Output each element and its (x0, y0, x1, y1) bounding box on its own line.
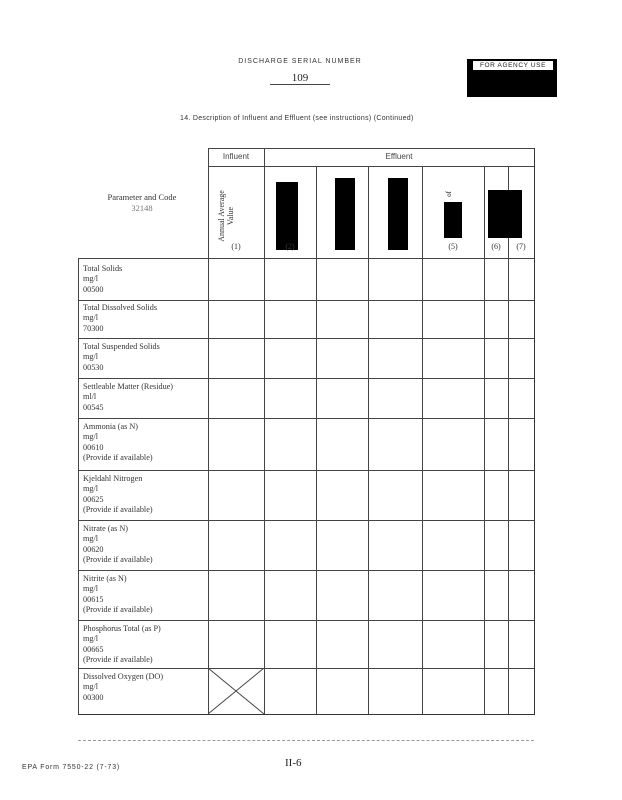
row-divider (78, 620, 534, 621)
table-row (83, 474, 153, 516)
row-unit: mg/l (83, 274, 99, 284)
row-unit: ml/l (83, 392, 97, 402)
form-number: EPA Form 7550-22 (7-73) (22, 764, 121, 771)
table-row (83, 524, 153, 566)
annual-average-line2: Value (226, 206, 235, 226)
row-note: (Provide if available) (83, 655, 153, 665)
table-row (83, 303, 157, 334)
row-name: Total Dissolved Solids (83, 303, 158, 312)
row-unit: mg/l (83, 534, 99, 544)
redacted-col6-header (488, 190, 522, 238)
table-row (83, 264, 122, 295)
row-unit: mg/l (83, 352, 99, 362)
parameter-code-number: 32148 (131, 203, 153, 213)
col-divider-1 (208, 148, 209, 714)
row-divider (78, 470, 534, 471)
parameter-code-label: Parameter and Code (107, 192, 177, 202)
page-number: II-6 (285, 757, 302, 769)
row-code: 70300 (83, 323, 104, 333)
table-row (83, 624, 161, 666)
annual-average-line1: Annual Average (217, 190, 226, 242)
row-note: (Provide if available) (83, 555, 153, 565)
page-bottom-rule (78, 740, 534, 741)
influent-header: Influent (222, 152, 250, 161)
table-row (83, 672, 163, 703)
row-code: 00615 (83, 594, 104, 604)
table-row (83, 574, 153, 616)
table-row (83, 422, 153, 464)
header-sub-border (208, 166, 534, 167)
row-divider (78, 668, 534, 669)
col-divider-2 (264, 148, 265, 714)
row-code: 00545 (83, 402, 104, 412)
row-code: 00620 (83, 544, 104, 554)
row-name: Dissolved Oxygen (DO) (83, 672, 164, 681)
row-divider (78, 520, 534, 521)
table-row (83, 382, 173, 413)
influent-effluent-table (78, 148, 535, 715)
col-num-2: (2) (285, 242, 295, 251)
col-num-7: (7) (516, 242, 526, 251)
row-divider (78, 300, 534, 301)
col-divider-3 (316, 166, 317, 714)
row-code: 00610 (83, 442, 104, 452)
redacted-col3-header (335, 178, 355, 250)
row-divider (78, 418, 534, 419)
row-note: (Provide if available) (83, 605, 153, 615)
row-code: 00625 (83, 494, 104, 504)
row-divider (78, 570, 534, 571)
discharge-serial-label: DISCHARGE SERIAL NUMBER (238, 58, 362, 65)
row-note: (Provide if available) (83, 453, 153, 463)
row-name: Total Solids (83, 264, 123, 273)
row-name: Phosphorus Total (as P) (83, 624, 161, 633)
row-name: Kjeldahl Nitrogen (83, 474, 143, 483)
row-unit: mg/l (83, 484, 99, 494)
row-note: (Provide if available) (83, 505, 153, 515)
row-code: 00500 (83, 284, 104, 294)
row-name: Nitrate (as N) (83, 524, 129, 533)
row-unit: mg/l (83, 682, 99, 692)
redacted-col2-header (276, 182, 298, 250)
row-unit: mg/l (83, 313, 99, 323)
parameter-code-header (78, 192, 206, 214)
row-unit: mg/l (83, 432, 99, 442)
table-left-border (78, 258, 79, 714)
table-row (83, 342, 160, 373)
redacted-col5-header (444, 202, 462, 238)
header-top-border (208, 148, 534, 149)
header-bottom-border (78, 258, 534, 259)
row-divider (78, 338, 534, 339)
agency-use-label: FOR AGENCY USE (472, 60, 554, 71)
row-code: 00300 (83, 692, 104, 702)
effluent-header: Effluent (385, 152, 413, 161)
row-name: Total Suspended Solids (83, 342, 160, 351)
col-divider-4 (368, 166, 369, 714)
col5-partial-text: of (444, 191, 453, 197)
row-unit: mg/l (83, 634, 99, 644)
redacted-col4-header (388, 178, 408, 250)
discharge-serial-value: 109 (270, 72, 330, 85)
row-unit: mg/l (83, 584, 99, 594)
row-name: Nitrite (as N) (83, 574, 127, 583)
col-num-5: (5) (448, 242, 458, 251)
row-name: Settleable Matter (Residue) (83, 382, 174, 391)
col-num-6: (6) (491, 242, 501, 251)
row-divider (78, 378, 534, 379)
row-code: 00530 (83, 362, 104, 372)
row-name: Ammonia (as N) (83, 422, 139, 431)
col-num-1: (1) (231, 242, 241, 251)
row-code: 00665 (83, 644, 104, 654)
not-applicable-x-mark (208, 668, 264, 714)
section-title: 14. Description of Influent and Effluent (see instructions) (Continued) (180, 115, 414, 122)
